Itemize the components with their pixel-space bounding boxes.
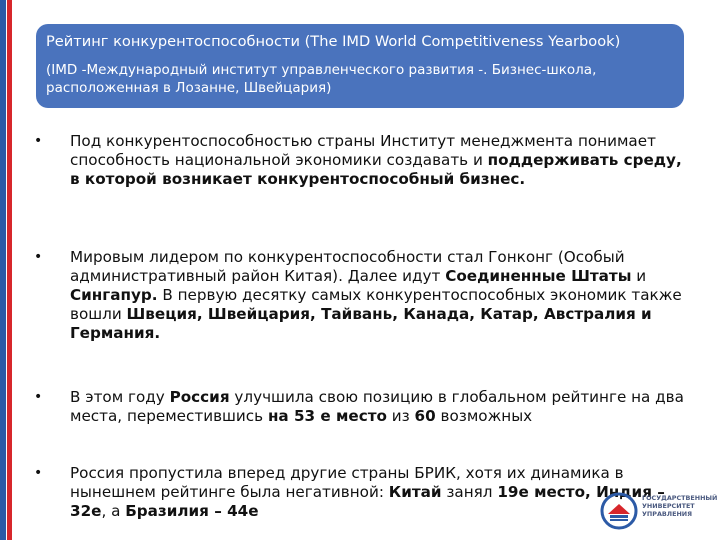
bullet-item: • Мировым лидером по конкурентоспособности стал Гонконг (Особый административный район Китая). Далее идут Соединенные Штаты и Сингапур. В первую десятку самых конкурентоспособных экономик также вошли Швеция, Швейцария, Тайвань, Канада, Катар, Австралия и Германия. [34, 248, 682, 342]
bullet-dot-icon: • [34, 133, 43, 149]
bullet-item: • Россия пропустила вперед другие страны БРИК, хотя их динамика в нынешнем рейтинге была негативной: Китай занял 19е место, Индия – 32е, а Бразилия – 44е [34, 464, 665, 520]
bullet-dot-icon: • [34, 465, 43, 481]
bullet-dot-icon: • [34, 249, 43, 265]
logo-text: ГОСУДАРСТВЕННЫЙ УНИВЕРСИТЕТ УПРАВЛЕНИЯ [642, 494, 718, 518]
header-box [36, 24, 684, 108]
red-stripe [7, 0, 12, 540]
side-stripes [0, 0, 14, 540]
slide-title: Рейтинг конкурентоспособности (The IMD World Competitiveness Yearbook) [46, 33, 621, 50]
bullet-item: • Под конкурентоспособностью страны Институт менеджмента понимает способность национальной экономики создавать и поддерживать среду, в которой возникает конкурентоспособный бизнес. [34, 132, 682, 188]
bullet-dot-icon: • [34, 389, 43, 405]
slide-subtitle: (IMD -Международный институт управленческого развития -. Бизнес-школа, расположенная в Лозанне, Швейцария) [46, 62, 597, 96]
bullet-item: • В этом году Россия улучшила свою позицию в глобальном рейтинге на два места, переместившись на 53 е место из 60 возможных [34, 388, 684, 425]
university-logo-icon [600, 492, 638, 530]
university-logo [600, 490, 716, 534]
blue-stripe [0, 0, 6, 540]
